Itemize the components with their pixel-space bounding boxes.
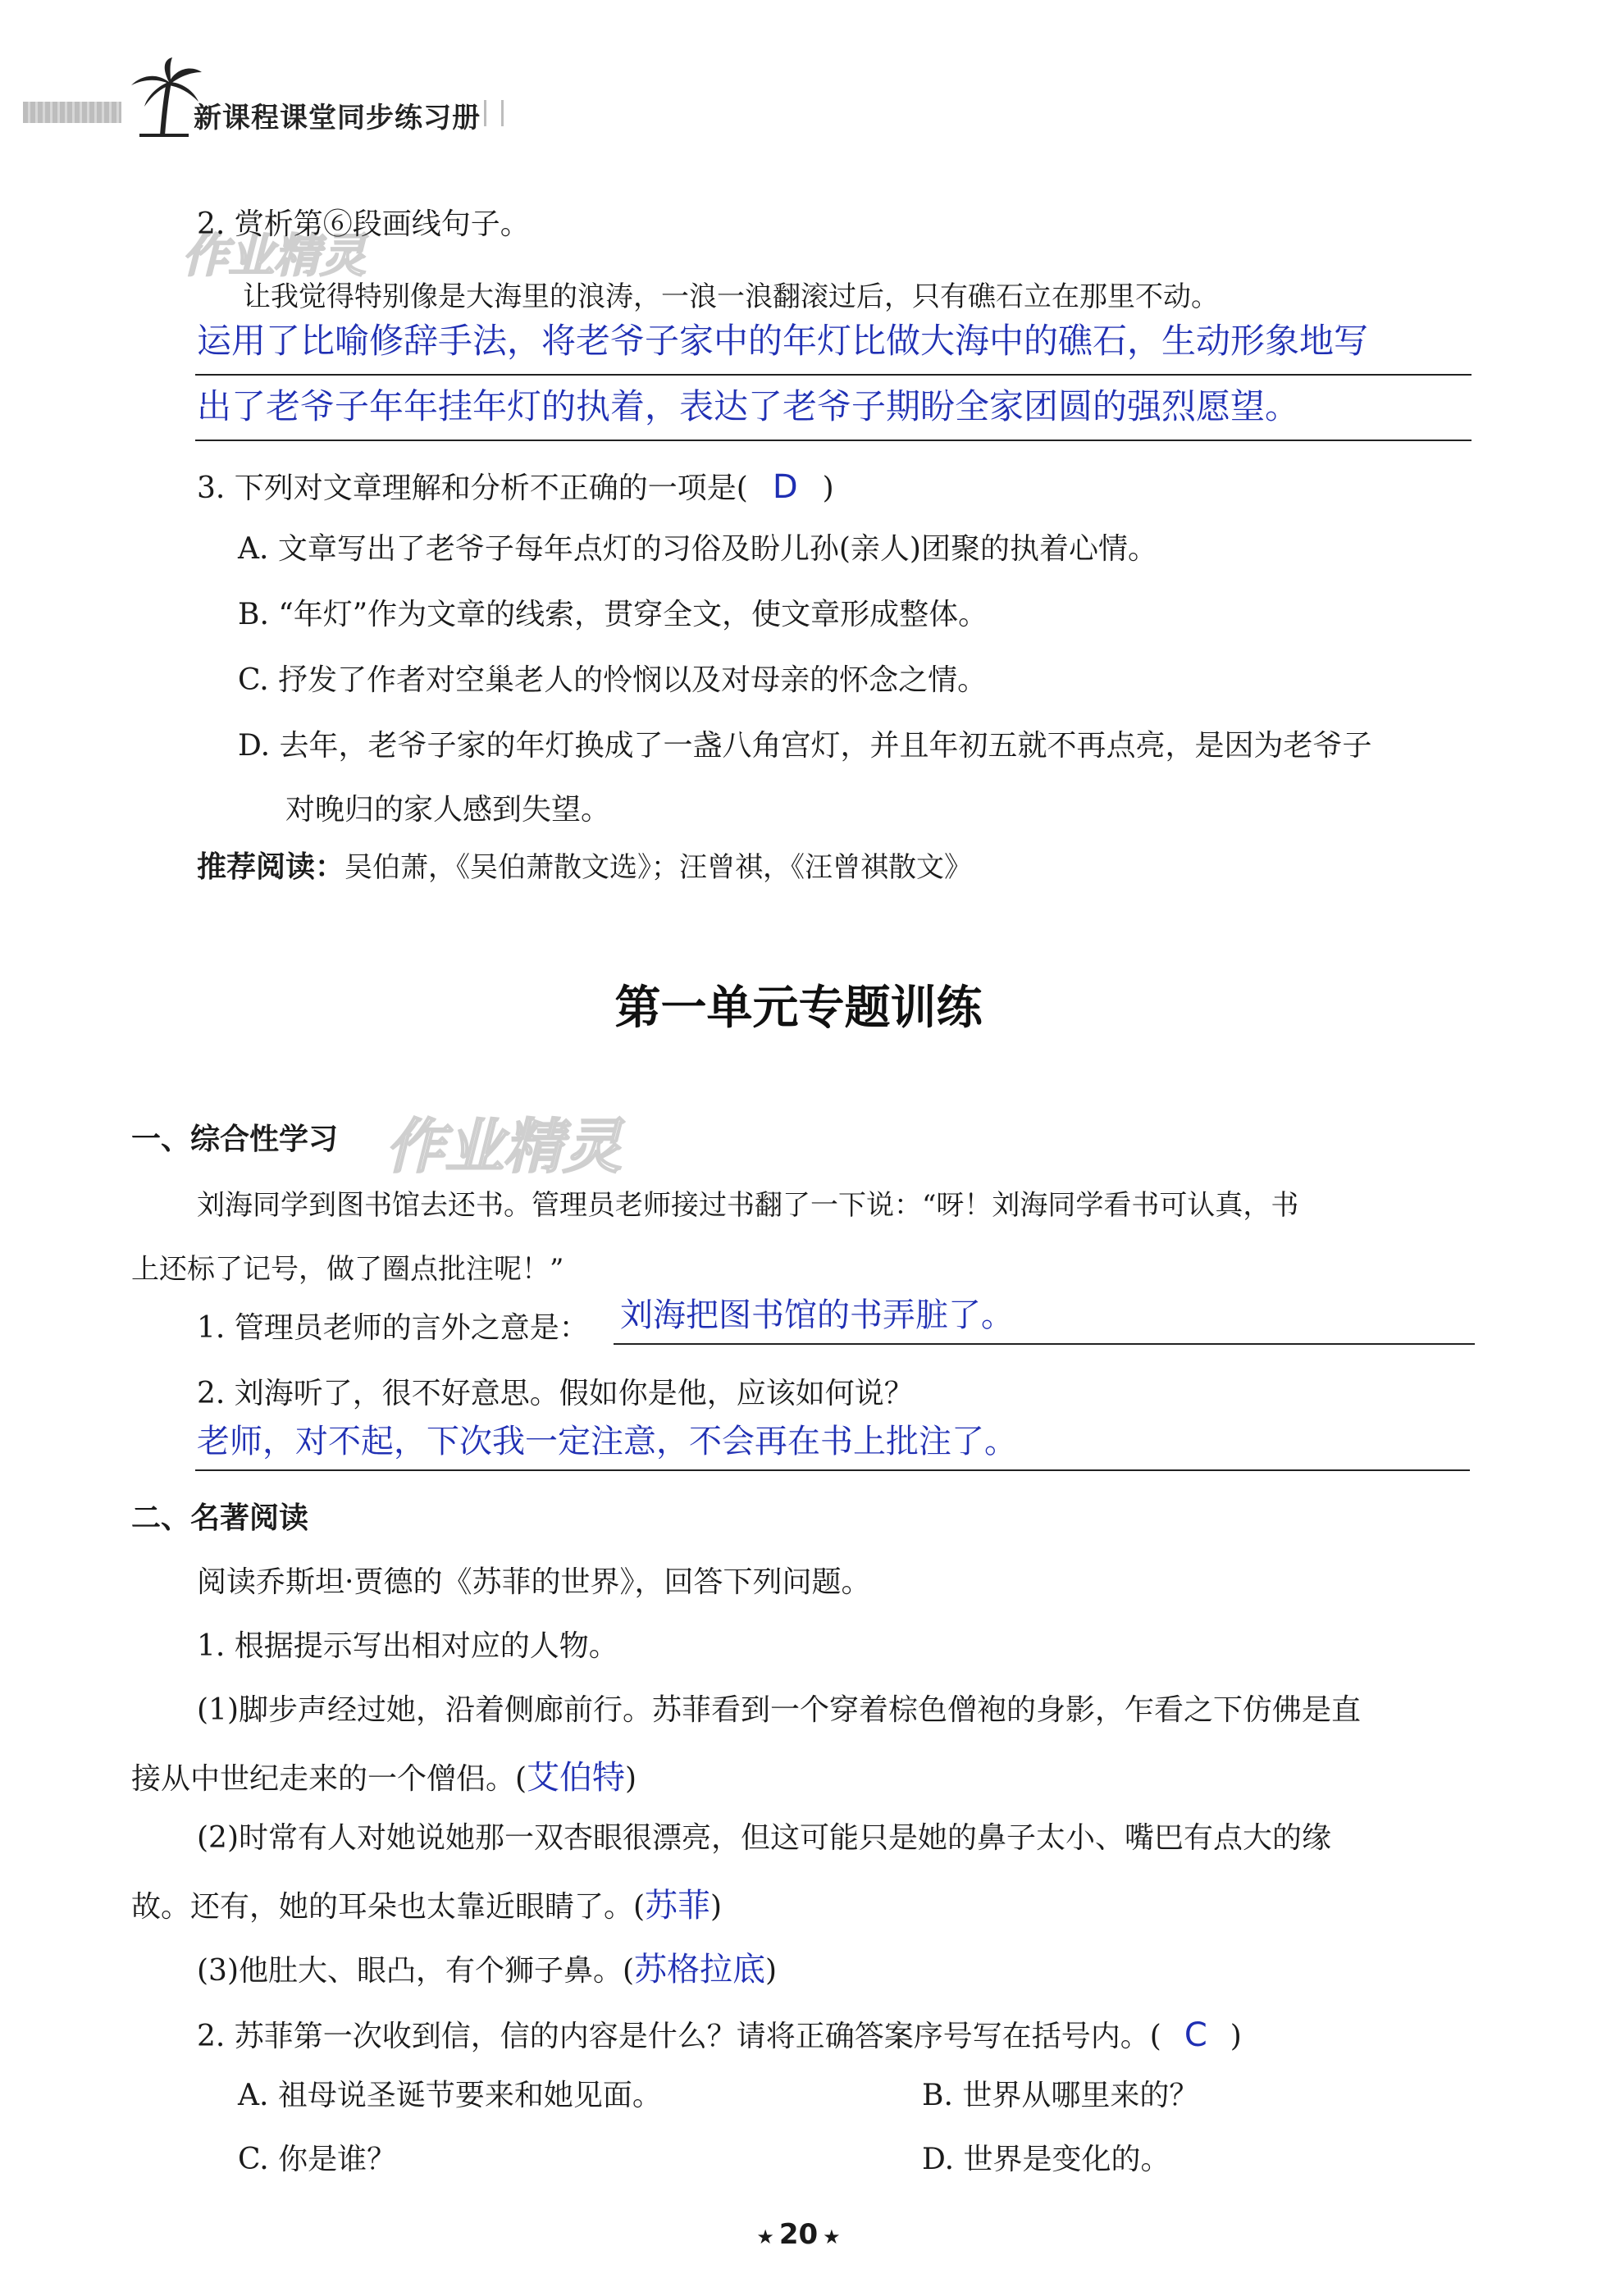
answer-underline <box>614 1343 1475 1345</box>
section2-option-b: B. 世界从哪里来的？ <box>922 2079 1199 2112</box>
section1-q2-prompt: 2. 刘海听了，很不好意思。假如你是他，应该如何说？ <box>197 1377 914 1410</box>
section2-q2-close-paren: ) <box>1230 2020 1242 2053</box>
q2-answer-line2: 出了老爷子年年挂年灯的执着，表达了老爷子期盼全家团圆的强烈愿望。 <box>197 386 1300 426</box>
section1-q1-answer: 刘海把图书馆的书弄脏了。 <box>620 1296 1014 1334</box>
section2-item3 <box>197 1948 777 1991</box>
q3-prompt-text: 3. 下列对文章理解和分析不正确的一项是( <box>197 472 748 505</box>
answer-underline <box>195 440 1472 441</box>
section1-q2-answer: 老师，对不起，下次我一定注意，不会再在书上批注了。 <box>197 1423 1017 1460</box>
q3-prompt <box>197 466 834 508</box>
section2-option-a: A. 祖母说圣诞节要来和她见面。 <box>238 2079 662 2112</box>
book-title: 新课程课堂同步练习册 <box>194 102 481 134</box>
section2-item2-line1: (2)时常有人对她说她那一双杏眼很漂亮，但这可能只是她的鼻子太小、嘴巴有点大的缘 <box>197 1821 1331 1855</box>
item3-answer: 苏格拉底 <box>634 1951 766 1988</box>
answer-underline <box>195 1469 1470 1471</box>
q3-option-c: C. 抒发了作者对空巢老人的怜悯以及对母亲的怀念之情。 <box>238 663 988 697</box>
section2-q2-answer: C <box>1184 2016 1207 2054</box>
q2-answer-line1: 运用了比喻修辞手法，将老爷子家中的年灯比做大海中的礁石，生动形象地写 <box>197 321 1369 361</box>
section2-q2-text: 2. 苏菲第一次收到信，信的内容是什么？请将正确答案序号写在括号内。( <box>197 2020 1161 2053</box>
item1-close-paren: ) <box>625 1762 637 1796</box>
watermark-top: 作业精灵 <box>182 230 366 283</box>
star-icon: ★ <box>756 2225 774 2248</box>
q2-prompt: 2. 赏析第⑥段画线句子。 <box>197 207 530 241</box>
section2-heading: 二、名著阅读 <box>131 1501 309 1535</box>
item2-text: 故。还有，她的耳朵也太靠近眼睛了。( <box>131 1890 646 1924</box>
page-number-text: 20 <box>778 2218 819 2251</box>
item1-text: 接从中世纪走来的一个僧侣。( <box>131 1762 527 1796</box>
page-number <box>0 2218 1597 2251</box>
section1-q1-prompt: 1. 管理员老师的言外之意是： <box>197 1311 589 1345</box>
section2-option-c: C. 你是谁？ <box>238 2143 397 2176</box>
section1-para-line1: 刘海同学到图书馆去还书。管理员老师接过书翻了一下说：“呀！刘海同学看书可认真，书 <box>197 1189 1299 1222</box>
q3-option-a: A. 文章写出了老爷子每年点灯的习俗及盼儿孙(亲人)团聚的执着心情。 <box>238 532 1157 566</box>
q3-option-d-line1: D. 去年，老爷子家的年灯换成了一盏八角宫灯，并且年初五就不再点亮，是因为老爷子 <box>238 729 1372 763</box>
q2-quote: 让我觉得特别像是大海里的浪涛，一浪一浪翻滚过后，只有礁石立在那里不动。 <box>243 280 1219 313</box>
q3-close-paren: ) <box>822 472 834 505</box>
section2-q2-prompt <box>197 2014 1242 2057</box>
item2-answer: 苏菲 <box>645 1887 711 1925</box>
q3-option-d-line2: 对晚归的家人感到失望。 <box>285 793 611 827</box>
header-ticks <box>484 100 504 126</box>
header-decoration-bar <box>23 102 121 123</box>
watermark-middle: 作业精灵 <box>386 1112 623 1181</box>
section2-intro: 阅读乔斯坦·贾德的《苏菲的世界》，回答下列问题。 <box>197 1565 871 1599</box>
recommended-reading <box>197 850 972 886</box>
palm-tree-icon <box>123 57 205 139</box>
section1-heading: 一、综合性学习 <box>131 1123 339 1156</box>
item3-text: (3)他肚大、眼凸，有个狮子鼻。( <box>197 1954 635 1988</box>
section1-para-line2: 上还标了记号，做了圈点批注呢！” <box>131 1253 564 1286</box>
answer-underline <box>195 374 1472 376</box>
recommend-label: 推荐阅读： <box>197 850 345 884</box>
q3-answer: D <box>772 468 798 506</box>
star-icon: ★ <box>823 2225 841 2248</box>
section2-item1-line2 <box>131 1756 637 1799</box>
section2-q1-prompt: 1. 根据提示写出相对应的人物。 <box>197 1629 618 1663</box>
q3-option-b: B. “年灯”作为文章的线索，贯穿全文，使文章形成整体。 <box>238 598 988 631</box>
recommend-text: 吴伯萧，《吴伯萧散文选》；汪曾祺，《汪曾祺散文》 <box>344 851 973 884</box>
section2-item1-line1: (1)脚步声经过她，沿着侧廊前行。苏菲看到一个穿着棕色僧袍的身影，乍看之下仿佛是直 <box>197 1693 1361 1727</box>
section2-option-d: D. 世界是变化的。 <box>922 2143 1170 2176</box>
item2-close-paren: ) <box>710 1890 723 1924</box>
item3-close-paren: ) <box>765 1954 778 1988</box>
item1-answer: 艾伯特 <box>527 1759 626 1797</box>
unit-title: 第一单元专题训练 <box>614 982 983 1035</box>
section2-item2-line2 <box>131 1884 722 1927</box>
